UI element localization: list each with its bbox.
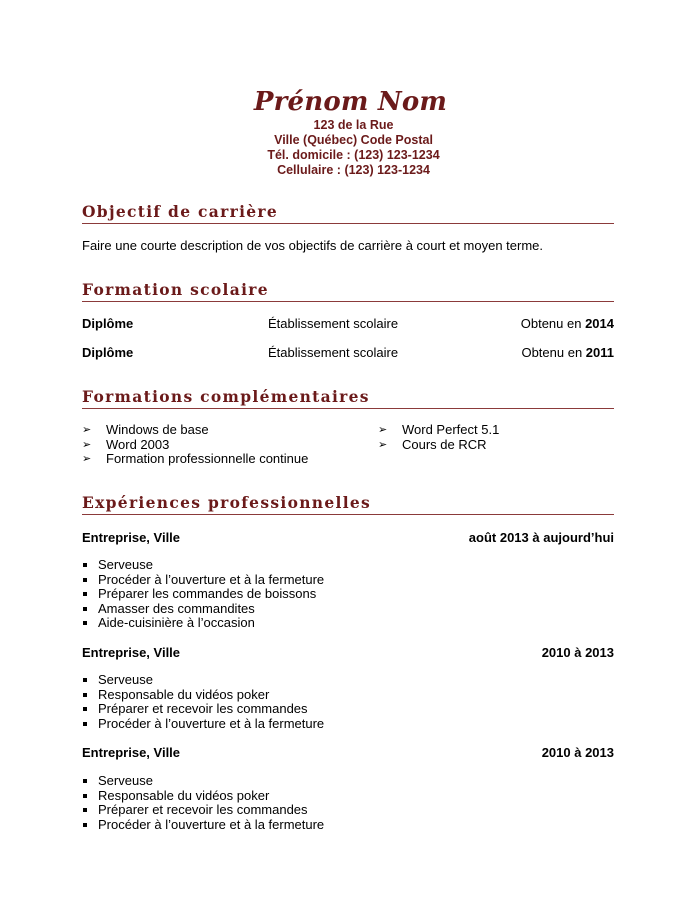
list-item-label: Cours de RCR [402,436,487,452]
job-task-list [82,673,324,731]
list-item [82,818,324,833]
company: Entreprise, Ville [82,530,181,545]
list-item-label: Word 2003 [106,436,170,452]
obtained-label: Obtenu en [520,316,586,331]
obtained-label: Obtenu en [521,345,586,360]
list-item [82,587,324,602]
list-item [82,803,324,818]
arrowhead-icon: ➢ [82,453,92,465]
square-bullet-icon [83,707,87,711]
square-bullet-icon [83,823,87,827]
square-bullet-icon [83,607,87,611]
task: Préparer et recevoir les commandes [98,701,308,716]
square-bullet-icon [83,621,87,625]
complementary-list-left [82,423,308,467]
task: Aide-cuisinière à l’occasion [98,615,255,630]
job-dates: 2010 à 2013 [541,645,614,660]
list-item [378,438,499,453]
square-bullet-icon [83,693,87,697]
task: Préparer et recevoir les commandes [98,802,308,817]
list-item [82,423,308,438]
list-item [82,438,308,453]
list-item [82,616,324,631]
cell-phone: Cellulaire : (123) 123-1234 [277,163,430,177]
candidate-name: Prénom Nom [253,87,448,117]
year-value: 2011 [585,345,614,360]
education-row [82,316,614,332]
complementary-list-right [378,423,499,452]
degree: Diplôme [82,316,134,331]
task: Amasser des commandites [98,600,255,616]
job-dates: 2010 à 2013 [541,745,614,760]
task: Serveuse [98,672,153,687]
list-item [82,602,324,617]
list-item [82,774,324,789]
address-line-1: 123 de la Rue [313,118,394,132]
home-phone: Tél. domicile : (123) 123-1234 [267,148,440,162]
obtained-year [521,316,614,331]
company: Entreprise, Ville [82,745,181,760]
obtained-year [521,345,614,360]
job-header [82,645,614,661]
section-title-objective: Objectif de carrière [82,202,614,224]
task: Serveuse [98,557,153,572]
list-item-label: Windows de base [106,422,209,437]
address-line-2: Ville (Québec) Code Postal [274,133,433,147]
task: Préparer les commandes de boissons [98,586,317,601]
list-item-label: Formation professionnelle continue [106,451,309,466]
list-item [82,702,324,717]
section-title-complementary: Formations complémentaires [82,387,614,409]
job-header [82,530,614,546]
list-item [82,673,324,688]
square-bullet-icon [83,678,87,682]
degree: Diplôme [82,345,134,360]
year-value: 2014 [585,316,614,331]
square-bullet-icon [83,794,87,798]
task: Responsable du vidéos poker [98,787,270,803]
task: Procéder à l’ouverture et à la fermeture [98,715,325,731]
square-bullet-icon [83,592,87,596]
list-item [82,558,324,573]
school: Établissement scolaire [268,345,399,360]
list-item [82,573,324,588]
job-task-list [82,774,324,832]
square-bullet-icon [83,779,87,783]
section-title-education: Formation scolaire [82,280,614,302]
arrowhead-icon: ➢ [82,424,92,436]
list-item [82,688,324,703]
company: Entreprise, Ville [82,645,181,660]
job-task-list [82,558,324,631]
list-item-label: Word Perfect 5.1 [402,422,500,437]
education-row [82,345,614,361]
job-header [82,745,614,761]
task: Responsable du vidéos poker [98,686,270,702]
arrowhead-icon: ➢ [378,424,388,436]
list-item [82,452,308,467]
list-item [82,789,324,804]
resume-header [0,86,695,178]
arrowhead-icon: ➢ [82,438,92,451]
list-item [378,423,499,438]
job-dates: août 2013 à aujourd’hui [468,530,614,545]
task: Procéder à l’ouverture et à la fermeture [98,816,325,832]
task: Serveuse [98,773,153,788]
arrowhead-icon: ➢ [378,438,388,451]
section-title-experience: Expériences professionnelles [82,493,614,515]
square-bullet-icon [83,808,87,812]
objective-text: Faire une courte description de vos objectifs de carrière à court et moyen terme. [82,238,543,253]
school: Établissement scolaire [268,316,399,331]
square-bullet-icon [83,722,87,726]
task: Procéder à l’ouverture et à la fermeture [98,571,325,587]
square-bullet-icon [83,563,87,567]
list-item [82,717,324,732]
square-bullet-icon [83,578,87,582]
